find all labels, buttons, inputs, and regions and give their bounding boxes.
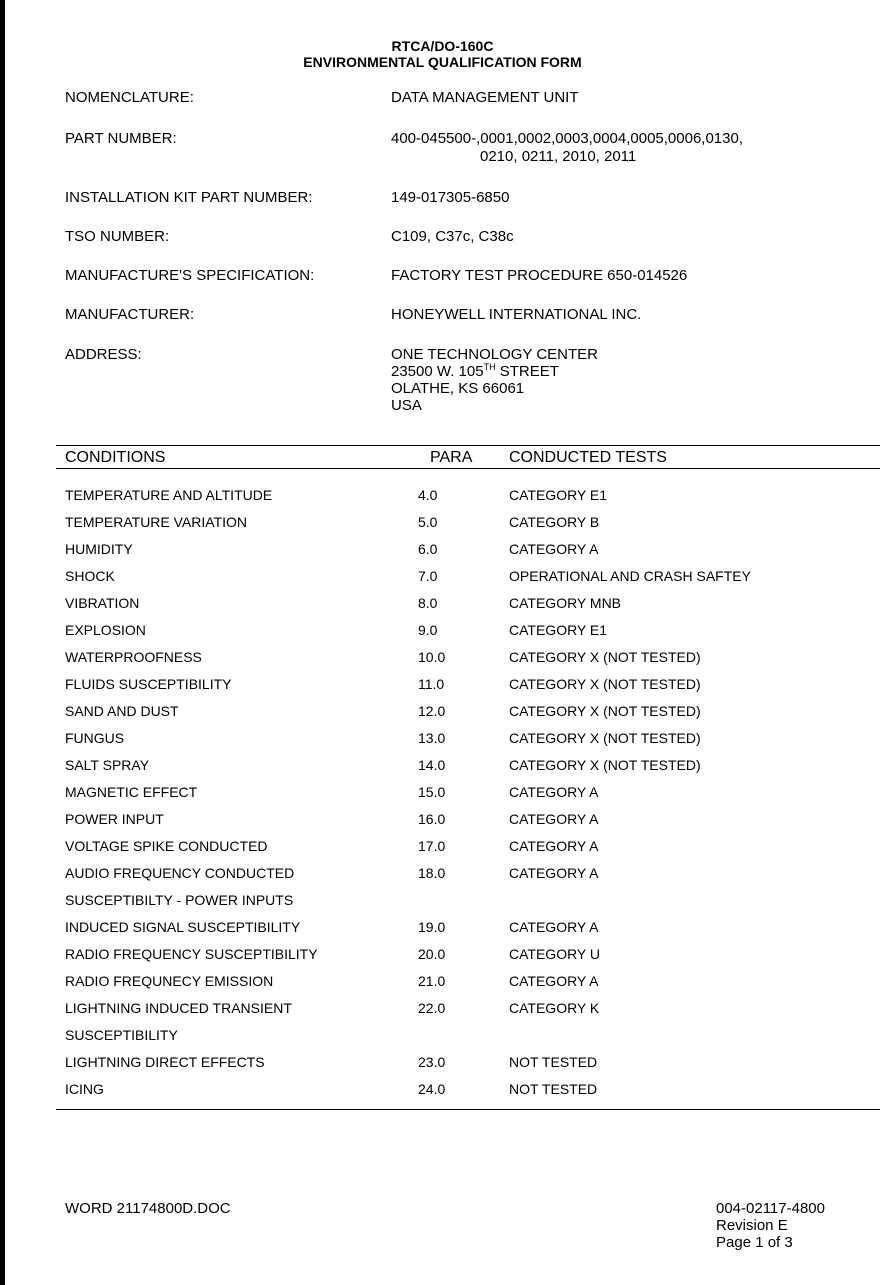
- para-cell: 6.0: [418, 541, 438, 557]
- table-row: [5, 837, 880, 864]
- table-row: [5, 702, 880, 729]
- condition-cell: LIGHTNING INDUCED TRANSIENT: [65, 1000, 292, 1016]
- part-number-value-line1: 400-045500-,0001,0002,0003,0004,0005,0006,0130,: [391, 130, 743, 147]
- para-cell: 24.0: [418, 1081, 446, 1097]
- condition-cell: LIGHTNING DIRECT EFFECTS: [65, 1054, 265, 1070]
- para-cell: 12.0: [418, 703, 446, 719]
- table-row: [5, 999, 880, 1026]
- para-cell: 15.0: [418, 784, 446, 800]
- table-row: [5, 891, 880, 918]
- para-cell: 21.0: [418, 973, 446, 989]
- test-cell: CATEGORY E1: [509, 487, 608, 503]
- table-row: [5, 486, 880, 513]
- para-cell: 11.0: [418, 676, 445, 692]
- footer-revision: Revision E: [716, 1217, 788, 1234]
- table-row: [5, 540, 880, 567]
- condition-cell: POWER INPUT: [65, 811, 164, 827]
- para-cell: 13.0: [418, 730, 446, 746]
- test-cell: CATEGORY X (NOT TESTED): [509, 757, 701, 773]
- spec-value: FACTORY TEST PROCEDURE 650-014526: [391, 267, 688, 284]
- test-cell: CATEGORY X (NOT TESTED): [509, 703, 701, 719]
- test-cell: CATEGORY A: [509, 865, 599, 881]
- test-cell: CATEGORY A: [509, 784, 599, 800]
- para-cell: 23.0: [418, 1054, 446, 1070]
- address-line4: USA: [391, 397, 422, 414]
- address-label: ADDRESS:: [65, 346, 142, 363]
- test-cell: NOT TESTED: [509, 1054, 598, 1070]
- address-line1: ONE TECHNOLOGY CENTER: [391, 346, 598, 363]
- table-row: [5, 1080, 880, 1107]
- test-cell: CATEGORY A: [509, 811, 599, 827]
- para-header: PARA: [430, 449, 473, 466]
- condition-cell: SUSCEPTIBILITY: [65, 1027, 178, 1043]
- test-cell: CATEGORY X (NOT TESTED): [509, 730, 701, 746]
- para-cell: 8.0: [418, 595, 438, 611]
- tso-value: C109, C37c, C38c: [391, 228, 514, 245]
- condition-cell: SALT SPRAY: [65, 757, 150, 773]
- para-cell: 9.0: [418, 622, 438, 638]
- footer-page: Page 1 of 3: [716, 1234, 793, 1251]
- table-row: [5, 621, 880, 648]
- nomenclature-value: DATA MANAGEMENT UNIT: [391, 89, 579, 106]
- condition-cell: AUDIO FREQUENCY CONDUCTED: [65, 865, 295, 881]
- condition-cell: RADIO FREQUENCY SUSCEPTIBILITY: [65, 946, 318, 962]
- condition-cell: RADIO FREQUNECY EMISSION: [65, 973, 274, 989]
- address-line2: 23500 W. 105TH STREET: [391, 362, 559, 380]
- test-cell: CATEGORY X (NOT TESTED): [509, 676, 701, 692]
- para-cell: 10.0: [418, 649, 446, 665]
- table-row: [5, 567, 880, 594]
- manufacturer-label: MANUFACTURER:: [65, 306, 195, 323]
- test-cell: CATEGORY B: [509, 514, 600, 530]
- para-cell: 18.0: [418, 865, 446, 881]
- condition-cell: FUNGUS: [65, 730, 125, 746]
- para-cell: 20.0: [418, 946, 446, 962]
- para-cell: 14.0: [418, 757, 446, 773]
- install-kit-value: 149-017305-6850: [391, 189, 510, 206]
- form-standard: RTCA/DO-160C: [391, 38, 494, 54]
- para-cell: 7.0: [418, 568, 438, 584]
- tso-label: TSO NUMBER:: [65, 228, 170, 245]
- condition-cell: WATERPROOFNESS: [65, 649, 202, 665]
- test-cell: CATEGORY A: [509, 541, 599, 557]
- test-cell: CATEGORY A: [509, 919, 599, 935]
- document-page: [5, 0, 880, 1285]
- condition-cell: INDUCED SIGNAL SUSCEPTIBILITY: [65, 919, 301, 935]
- condition-cell: FLUIDS SUSCEPTIBILITY: [65, 676, 232, 692]
- table-row: [5, 1026, 880, 1053]
- table-row: [5, 756, 880, 783]
- table-row: [5, 675, 880, 702]
- condition-cell: TEMPERATURE AND ALTITUDE: [65, 487, 273, 503]
- table-row: [5, 648, 880, 675]
- condition-cell: SUSCEPTIBILTY - POWER INPUTS: [65, 892, 294, 908]
- part-number-label: PART NUMBER:: [65, 130, 177, 147]
- test-cell: CATEGORY U: [509, 946, 601, 962]
- table-row: [5, 972, 880, 999]
- table-row: [5, 810, 880, 837]
- manufacturer-value: HONEYWELL INTERNATIONAL INC.: [391, 306, 642, 323]
- tests-header: CONDUCTED TESTS: [509, 449, 667, 466]
- table-top-rule: [56, 445, 880, 446]
- para-cell: 5.0: [418, 514, 438, 530]
- conditions-header: CONDITIONS: [65, 449, 166, 466]
- condition-cell: ICING: [65, 1081, 104, 1097]
- condition-cell: SAND AND DUST: [65, 703, 179, 719]
- test-cell: CATEGORY MNB: [509, 595, 622, 611]
- table-row: [5, 945, 880, 972]
- para-cell: 22.0: [418, 1000, 446, 1016]
- table-row: [5, 864, 880, 891]
- table-row: [5, 729, 880, 756]
- para-cell: 16.0: [418, 811, 446, 827]
- condition-cell: TEMPERATURE VARIATION: [65, 514, 248, 530]
- para-cell: 4.0: [418, 487, 438, 503]
- para-cell: 17.0: [418, 838, 446, 854]
- install-kit-label: INSTALLATION KIT PART NUMBER:: [65, 189, 313, 206]
- test-cell: NOT TESTED: [509, 1081, 598, 1097]
- para-cell: 19.0: [418, 919, 446, 935]
- footer-doc-number: 004-02117-4800: [716, 1200, 825, 1217]
- condition-cell: SHOCK: [65, 568, 115, 584]
- test-cell: CATEGORY X (NOT TESTED): [509, 649, 701, 665]
- table-row: [5, 783, 880, 810]
- table-bottom-rule: [56, 1109, 880, 1110]
- condition-cell: VOLTAGE SPIKE CONDUCTED: [65, 838, 268, 854]
- table-header-rule: [56, 468, 880, 469]
- part-number-value-line2: 0210, 0211, 2010, 2011: [480, 148, 637, 165]
- condition-cell: EXPLOSION: [65, 622, 146, 638]
- table-row: [5, 594, 880, 621]
- test-cell: CATEGORY A: [509, 973, 599, 989]
- footer-filename: WORD 21174800D.DOC: [65, 1200, 231, 1217]
- table-row: [5, 918, 880, 945]
- test-cell: CATEGORY E1: [509, 622, 608, 638]
- test-cell: OPERATIONAL AND CRASH SAFTEY: [509, 568, 751, 584]
- test-cell: CATEGORY K: [509, 1000, 600, 1016]
- condition-cell: HUMIDITY: [65, 541, 133, 557]
- nomenclature-label: NOMENCLATURE:: [65, 89, 194, 106]
- address-line3: OLATHE, KS 66061: [391, 380, 525, 397]
- spec-label: MANUFACTURE'S SPECIFICATION:: [65, 267, 315, 284]
- condition-cell: VIBRATION: [65, 595, 140, 611]
- table-row: [5, 513, 880, 540]
- form-title: ENVIRONMENTAL QUALIFICATION FORM: [303, 54, 582, 70]
- table-row: [5, 1053, 880, 1080]
- test-cell: CATEGORY A: [509, 838, 599, 854]
- condition-cell: MAGNETIC EFFECT: [65, 784, 198, 800]
